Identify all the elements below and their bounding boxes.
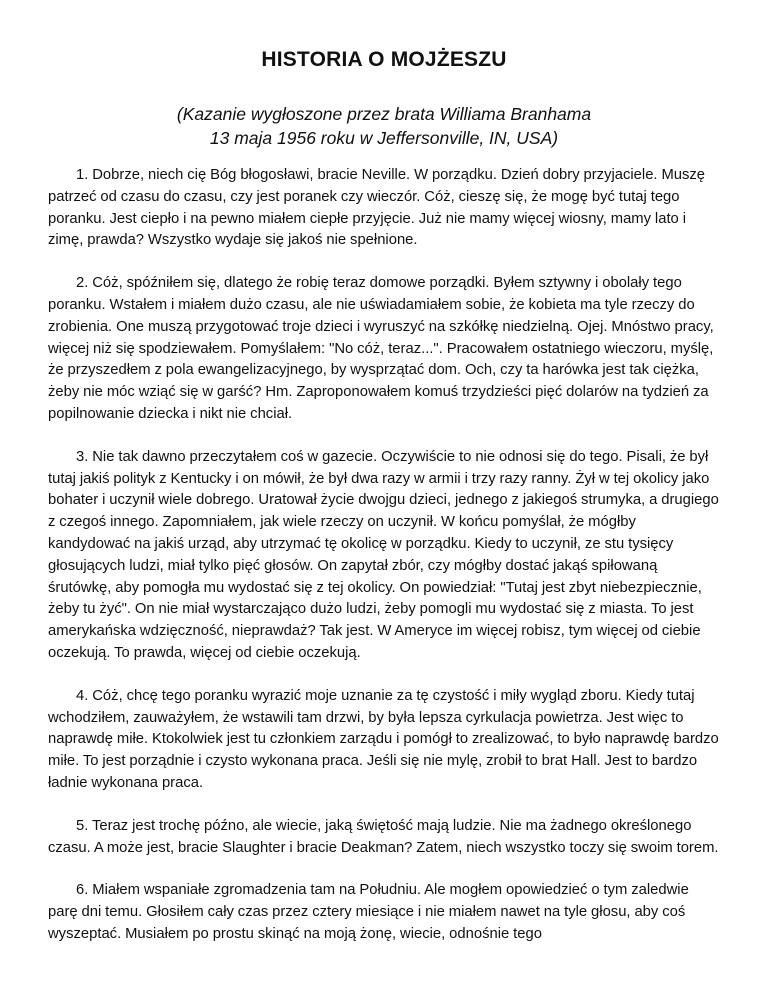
subtitle-line-1: (Kazanie wygłoszone przez brata Williama Branhama xyxy=(176,104,592,124)
sermon-subtitle xyxy=(48,102,720,150)
paragraph-3: 3. Nie tak dawno przeczytałem coś w gazecie. Oczywiście to nie odnosi się do tego. Pisali, że był tutaj jakiś polityk z Kentucky i on mówił, że był dwa razy w armii i trzy razy ranny. Żył w tej okolicy jako bohater i uczynił wiele dobrego. Uratował życie dwojgu dzieci, jednego z jakiegoś strumyka, a drugiego z czegoś innego. Zapomniałem, jak wiele rzeczy on uczynił. W końcu pomyślał, że mógłby kandydować na jakiś urząd, aby utrzymać tę okolicę w porządku. Kiedy to uczynił, ze stu tysięcy głosujących ludzi, miał tylko pięć głosów. On zapytał zbór, czy mógłby dostać jakąś spiłowaną śrutówkę, aby pomogła mu wydostać się z tej okolicy. On powiedział: "Tutaj jest zbyt niebezpiecznie, żeby tu żyć". On nie miał wystarczająco dużo ludzi, żeby pomogli mu wydostać się z miasta. To jest amerykańska wdzięczność, nieprawdaż? Tak jest. W Ameryce im więcej robisz, tym więcej od ciebie oczekują. To prawda, więcej od ciebie oczekują. xyxy=(48,448,719,661)
paragraph-5: 5. Teraz jest trochę późno, ale wiecie, jaką świętość mają ludzie. Nie ma żadnego określonego czasu. A może jest, bracie Slaughter i bracie Deakman? Zatem, niech wszystko toczy się swoim torem. xyxy=(48,817,719,856)
subtitle-line-2: 13 maja 1956 roku w Jeffersonville, IN, USA) xyxy=(209,128,559,148)
page-title: HISTORIA O MOJŻESZU xyxy=(261,48,507,71)
paragraph-4: 4. Cóż, chcę tego poranku wyrazić moje uznanie za tę czystość i miły wygląd zboru. Kiedy tutaj wchodziłem, zauważyłem, że wstawili tam drzwi, by była lepsza cyrkulacja powietrza. Jest więc to naprawdę miłe. Ktokolwiek jest tu członkiem zarządu i pomógł to zrealizować, to było naprawdę bardzo miłe. To jest porządnie i czysto wykonana praca. Jeśli się nie mylę, zrobił to brat Hall. Jest to bardzo ładnie wykonana praca. xyxy=(48,687,719,791)
paragraph-2: 2. Cóż, spóźniłem się, dlatego że robię teraz domowe porządki. Byłem sztywny i obolały tego poranku. Wstałem i miałem dużo czasu, ale nie uświadamiałem sobie, że kobieta ma tyle rzeczy do zrobienia. One muszą przygotować troje dzieci i wyruszyć na szkółkę niedzielną. Ojej. Mnóstwo pracy, więcej niż się spodziewałem. Pomyślałem: "No cóż, teraz...". Pracowałem ostatniego wieczoru, myślę, że przyszedłem z pola ewangelizacyjnego, by wysprzątać dom. Och, czy ta harówka jest tak ciężka, żeby nie móc wziąć się w garść? Hm. Zaproponowałem komuś trzydzieści pięć dolarów na tydzień za popilnowanie dziecka i nikt nie chciał. xyxy=(48,275,714,422)
paragraph-6: 6. Miałem wspaniałe zgromadzenia tam na Południu. Ale mogłem opowiedzieć o tym zaledwie parę dni temu. Głosiłem cały czas przez cztery miesiące i nie miałem nawet na tyle głosu, aby coś wyszeptać. Musiałem po prostu skinąć na moją żonę, wiecie, odnośnie tego xyxy=(48,882,689,942)
paragraph-1: 1. Dobrze, niech cię Bóg błogosławi, bracie Neville. W porządku. Dzień dobry przyjaciele. Muszę patrzeć od czasu do czasu, czy jest poranek czy wieczór. Cóż, cieszę się, że mogę być tutaj tego poranku. Jest ciepło i na pewno miałem ciepłe przyjęcie. Już nie mamy więcej wiosny, mamy lato i zimę, prawda? Wszystko wydaje się jakoś nie spełnione. xyxy=(48,167,706,249)
